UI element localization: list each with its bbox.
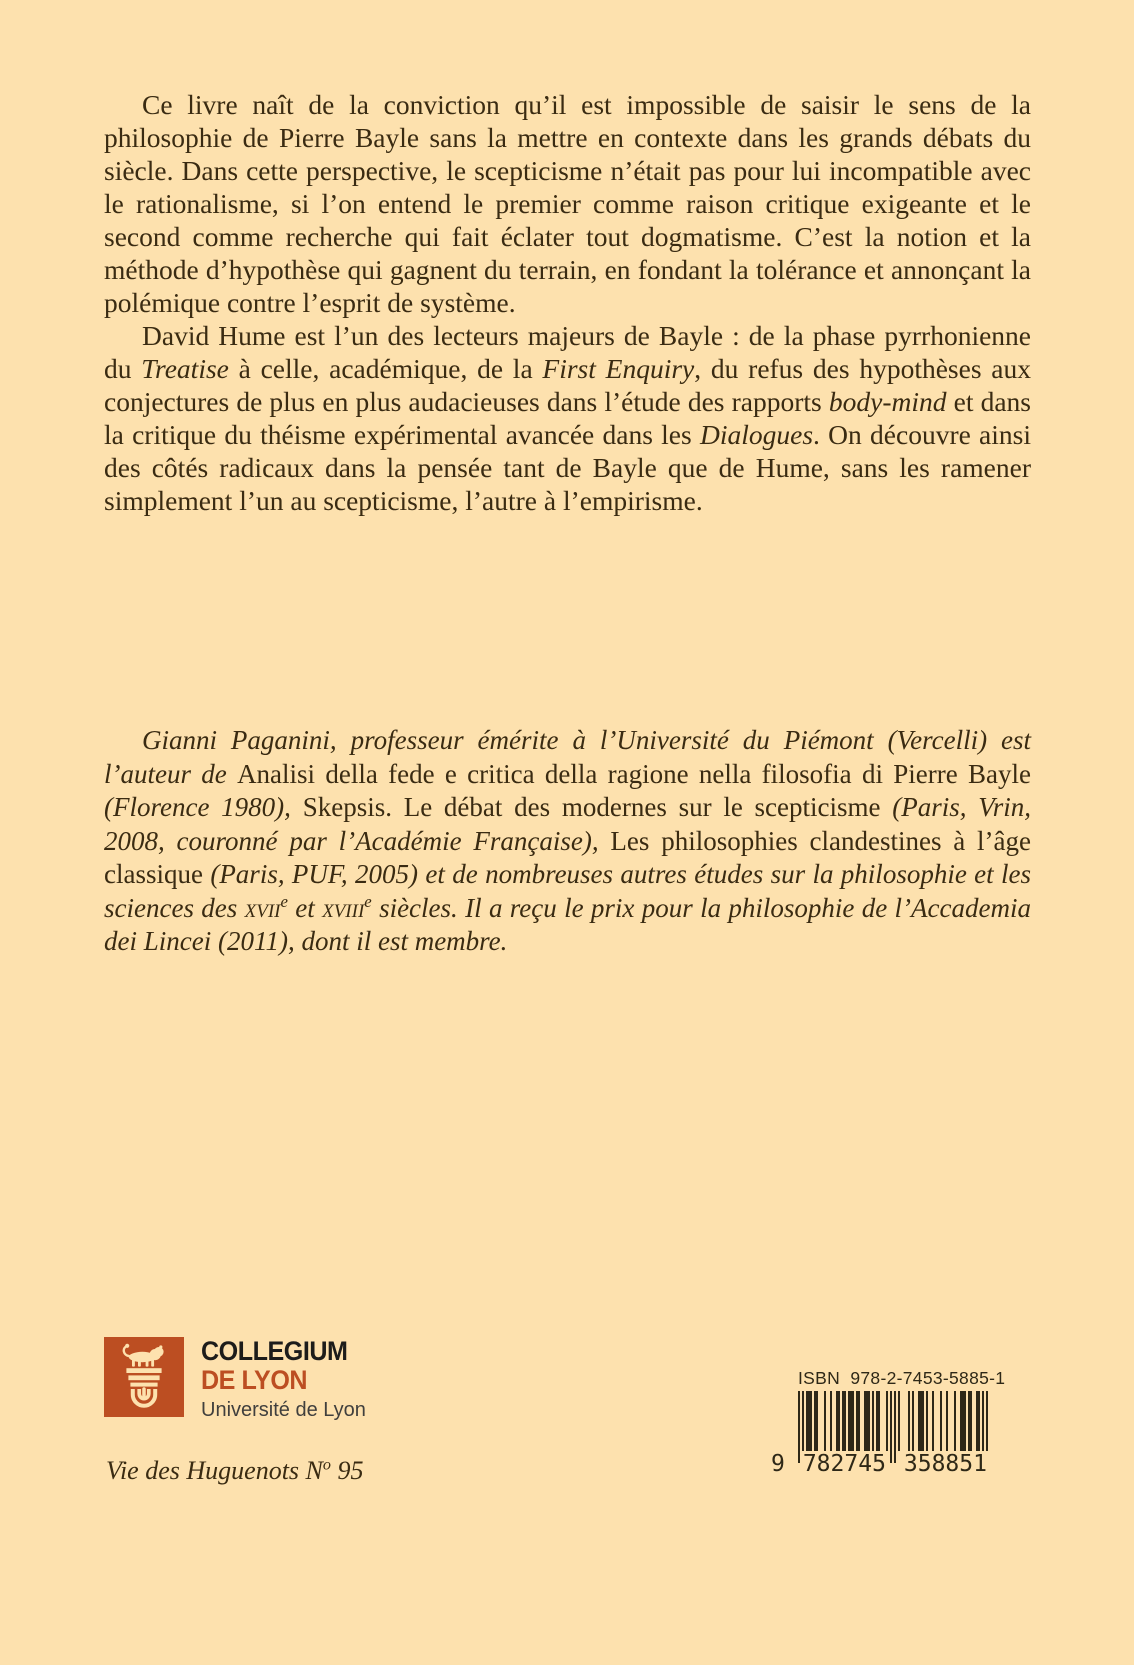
publisher-name-line2: DE LYON [201, 1365, 308, 1395]
text-segment: First Enquiry [542, 353, 695, 384]
synopsis-paragraph-2 [104, 319, 1031, 517]
series-label [106, 1456, 363, 1486]
text-segment: 95 [330, 1456, 364, 1485]
text-segment: xvii [244, 892, 281, 923]
text-segment: , du refus des hypothèses aux conjectures de plus en plus audacieuses dans l’étude des rapports [104, 353, 1031, 417]
text-segment: (Paris, PUF, 2005) [210, 859, 426, 889]
text-segment: David Hume est l’un des lecteurs majeurs de Bayle : de la phase pyrrhonienne du [104, 320, 1031, 384]
text-segment: et de nombreuses autres études sur la philosophie et les sciences des [104, 859, 1031, 923]
publisher-text [201, 1337, 366, 1422]
text-segment: e [280, 891, 288, 911]
author-bio [104, 724, 1031, 959]
text-segment: (Florence 1980), [104, 792, 303, 822]
text-segment: Ce livre naît de la conviction qu’il est impossible de saisir le sens de la philosophie de Pierre Bayle sans la mettre en contexte dans les grands débats du siècle. Dans cette perspective, le scepticisme n’était pas pour lui incompatible avec le rationalisme, si l’on entend le premier comme raison critique exigeante et le second comme recherche qui fait éclater tout dogmatisme. C’est la notion et la méthode d’hypothèse qui gagnent du terrain, en fondant la tolérance et annonçant la polémique contre l’esprit de système. [104, 89, 1031, 318]
synopsis-paragraph-1 [104, 88, 1031, 319]
emblem-bars [126, 1368, 161, 1386]
text-segment: xviii [322, 892, 365, 923]
isbn-digit-group: 782745 [802, 1451, 886, 1477]
text-segment: Dialogues [699, 419, 814, 450]
text-segment: Treatise [141, 353, 229, 384]
text-segment: Analisi della fede e critica della ragione nella filosofia di Pierre Bayle [237, 758, 1031, 789]
text-segment: e [364, 891, 372, 911]
text-segment: Vie des Huguenots N [106, 1456, 323, 1485]
text-segment: et dans la critique du théisme expérimental avancée dans les [104, 386, 1031, 450]
text-segment: à celle, académique, de la [228, 353, 543, 384]
publisher-name-line1: COLLEGIUM [201, 1336, 348, 1366]
text-segment: (Paris, Vrin, 2008, couronné par l’Académie Française), [104, 792, 1032, 856]
publisher-tagline: Université de Lyon [201, 1399, 366, 1421]
text-segment: Skepsis. Le débat des modernes sur le scepticisme [302, 792, 893, 822]
text-segment: . On découvre ainsi des côtés radicaux dans la pensée tant de Bayle que de Hume, sans les ramener simplement l’un au scepticisme, l’autre à l’empirisme. [104, 419, 1032, 516]
text-segment: body-mind [828, 386, 947, 417]
collegium-lyon-emblem-icon [104, 1337, 184, 1417]
text-segment: Gianni Paganini, professeur émérite à l’Université du Piémont (Vercelli) est l’auteur de [104, 725, 1031, 789]
text-segment: siècles. Il a reçu le prix pour la philosophie de l’Accademia dei Lincei (2011), dont il est membre. [104, 892, 1031, 956]
isbn-block [748, 1368, 1006, 1477]
publisher-logo [104, 1337, 366, 1422]
synopsis-block [104, 88, 1031, 517]
text-segment: Les philosophies clandestines à l’âge classique [104, 825, 1032, 889]
isbn-digit-group: 9 [771, 1451, 785, 1477]
text-segment: et [287, 892, 323, 923]
isbn-label: ISBN 978-2-7453-5885-1 [798, 1368, 1006, 1388]
text-segment: o [322, 1456, 331, 1474]
isbn-digit-group: 358851 [903, 1451, 987, 1477]
isbn-digits [770, 1451, 988, 1477]
